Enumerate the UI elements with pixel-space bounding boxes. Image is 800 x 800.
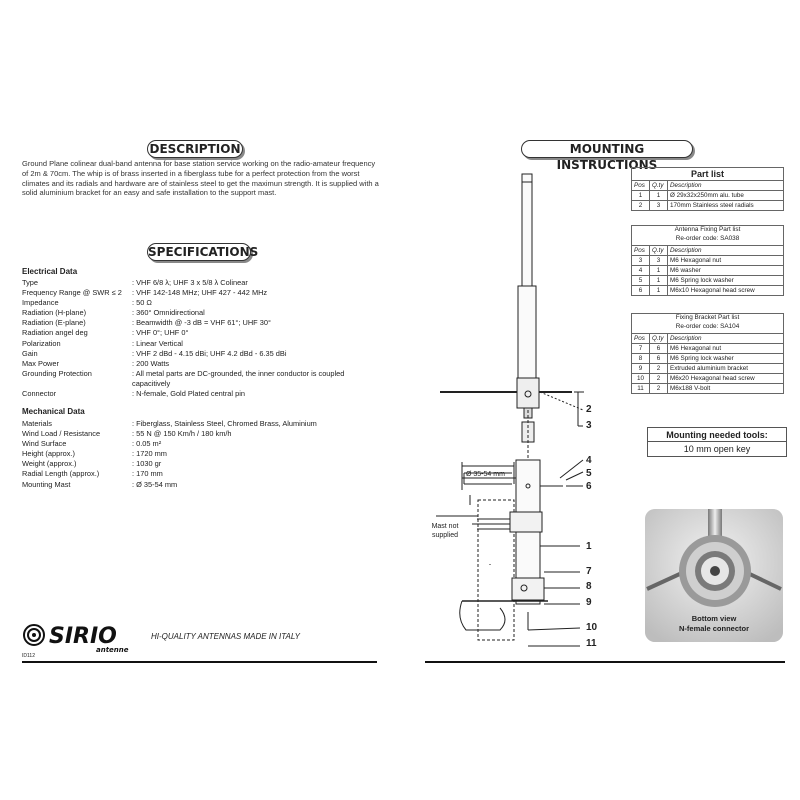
table-row — [632, 384, 784, 394]
table-cell: 6 — [650, 344, 668, 354]
antenna-whip — [522, 174, 532, 286]
spec-row — [22, 328, 382, 338]
table-cell: 11 — [632, 384, 650, 394]
table-header-cell: Q.ty — [650, 246, 668, 256]
spec-value: : 170 mm — [132, 469, 163, 479]
callout-4: 4 — [586, 455, 592, 466]
table-cell: M6x188 V-bolt — [668, 384, 784, 394]
spec-value: : VHF 2 dBd - 4.15 dBi; UHF 4.2 dBd - 6.35 dBi — [132, 348, 287, 358]
spec-label: Radial Length (approx.) — [22, 469, 100, 479]
table-cell: M6x20 Hexagonal head screw — [668, 374, 784, 384]
description-title: DESCRIPTION — [147, 140, 243, 158]
spec-value: : 0.05 m² — [132, 439, 162, 449]
spec-label: Radiation (H-plane) — [22, 308, 87, 318]
spec-row — [22, 429, 382, 439]
spec-row — [22, 318, 382, 328]
table-header-cell: Description — [668, 334, 784, 344]
spec-row — [22, 339, 382, 349]
tools-box — [647, 427, 787, 457]
table-cell: 2 — [632, 201, 650, 211]
table-row — [632, 201, 784, 211]
spec-row — [22, 369, 382, 389]
mast-not-supplied-label: Mast not supplied — [431, 523, 459, 539]
callout-5: 5 — [586, 468, 592, 479]
spec-value: : 1030 gr — [132, 459, 162, 469]
spec-value: : Fiberglass, Stainless Steel, Chromed Brass, Aluminium — [132, 419, 317, 428]
table-header-cell: Description — [668, 246, 784, 256]
spec-value: : VHF 142-148 MHz; UHF 427 - 442 MHz — [132, 288, 268, 298]
table-cell: 1 — [650, 286, 668, 296]
table-cell: 2 — [650, 384, 668, 394]
svg-text:SIRIO: SIRIO — [49, 624, 117, 649]
doc-code: ID112 — [22, 653, 35, 659]
table-cell: 3 — [632, 256, 650, 266]
table-cell: 2 — [650, 364, 668, 374]
spec-value: : Linear Vertical — [132, 338, 183, 348]
spec-row — [22, 308, 382, 318]
spec-label: Type — [22, 278, 39, 287]
tools-title: Mounting needed tools: — [648, 428, 786, 442]
spec-label: Materials — [22, 419, 52, 428]
mast-diameter-label: Ø 35-54 mm — [466, 471, 505, 478]
mounting-title: MOUNTING INSTRUCTIONS — [521, 140, 693, 158]
callout-6: 6 — [586, 481, 592, 492]
description-text: Ground Plane colinear dual-band antenna for base station service working on the radio-amateur frequency of 2m & 70cm. The whip is of brass inserted in a fiberglass tube for a perfect protection from the worst climates and its radials and hardware are of stainless steel to get the maximun strength. It is supplied with a solid aluminium bracket for an easy and safe installation to the support mast. — [22, 159, 379, 198]
sirio-logo — [22, 622, 147, 659]
mechanical-specs — [22, 419, 382, 490]
table-cell: Extruded aluminium bracket — [668, 364, 784, 374]
bracket-header: Fixing Bracket Part list Re-order code: SA104 — [631, 313, 784, 333]
spec-row — [22, 359, 382, 369]
callout-1: 1 — [586, 541, 592, 552]
spec-row — [22, 480, 382, 490]
callout-2: 2 — [586, 404, 592, 415]
table-row — [632, 191, 784, 201]
spec-value: : VHF 6/8 λ; UHF 3 x 5/8 λ Colinear — [132, 278, 248, 287]
spec-value: : VHF 0°; UHF 0° — [132, 328, 189, 338]
spec-row — [22, 459, 382, 469]
callout-9: 9 — [586, 597, 592, 608]
table-cell: M6 Spring lock washer — [668, 354, 784, 364]
spec-row — [22, 469, 382, 479]
electrical-specs — [22, 278, 382, 399]
table-row — [632, 344, 784, 354]
callout-10: 10 — [586, 622, 598, 633]
table-cell: 8 — [632, 354, 650, 364]
table-header-cell: Description — [668, 181, 784, 191]
table-cell: 170mm Stainless steel radials — [668, 201, 784, 211]
spec-label: Radiation angel deg — [22, 328, 88, 338]
table-cell: 7 — [632, 344, 650, 354]
part-list-table — [631, 180, 784, 211]
spec-row — [22, 278, 382, 288]
table-cell: 1 — [650, 276, 668, 286]
table-row — [632, 354, 784, 364]
spec-row — [22, 439, 382, 449]
antenna-fixing-table — [631, 245, 784, 296]
spec-label: Height (approx.) — [22, 449, 75, 459]
table-header-cell: Q.ty — [650, 181, 668, 191]
table-cell: M6x10 Hexagonal head screw — [668, 286, 784, 296]
part-list-title: Part list — [631, 167, 784, 181]
table-header-row — [632, 181, 784, 191]
table-cell: 2 — [650, 374, 668, 384]
right-bottom-rule — [425, 661, 785, 663]
table-cell: 4 — [632, 266, 650, 276]
spec-row — [22, 419, 382, 429]
table-header-cell: Q.ty — [650, 334, 668, 344]
spec-label: Polarization — [22, 338, 61, 348]
callout-11: 11 — [586, 638, 597, 649]
photo-caption-2: N-female connector — [678, 624, 750, 633]
table-cell: M6 Spring lock washer — [668, 276, 784, 286]
table-header-cell: Pos — [632, 181, 650, 191]
table-cell: 6 — [632, 286, 650, 296]
callout-8: 8 — [586, 581, 592, 592]
table-cell: M6 washer — [668, 266, 784, 276]
left-bottom-rule — [22, 661, 377, 663]
table-cell: M6 Hexagonal nut — [668, 256, 784, 266]
table-row — [632, 286, 784, 296]
table-cell: 5 — [632, 276, 650, 286]
table-cell: Ø 29x32x250mm alu. tube — [668, 191, 784, 201]
antenna-base — [518, 286, 536, 378]
table-cell: 6 — [650, 354, 668, 364]
table-header-row — [632, 246, 784, 256]
spec-value: : 1720 mm — [132, 449, 167, 459]
bracket-lower — [512, 578, 544, 600]
table-header-row — [632, 334, 784, 344]
table-row — [632, 266, 784, 276]
spec-label: Frequency Range @ SWR ≤ 2 — [22, 288, 122, 298]
table-row — [632, 374, 784, 384]
table-row — [632, 364, 784, 374]
table-row — [632, 276, 784, 286]
photo-caption-1: Bottom view — [691, 614, 737, 623]
mounting-diagram — [400, 160, 610, 660]
spec-value: : 200 Watts — [132, 358, 170, 368]
spec-row — [22, 298, 382, 308]
spec-row — [22, 288, 382, 298]
tools-item: 10 mm open key — [683, 444, 751, 454]
svg-text:antenne: antenne — [96, 646, 129, 654]
tagline: HI-QUALITY ANTENNAS MADE IN ITALY — [151, 632, 300, 641]
spec-value: : Ø 35-54 mm — [132, 479, 178, 489]
hub — [517, 378, 539, 408]
spec-label: Gain — [22, 348, 38, 358]
electrical-heading: Electrical Data — [22, 267, 78, 276]
table-cell: 9 — [632, 364, 650, 374]
spec-value: : 55 N @ 150 Km/h / 180 km/h — [132, 429, 232, 439]
table-cell: M6 Hexagonal nut — [668, 344, 784, 354]
spec-label: Connector — [22, 389, 57, 399]
spec-row — [22, 449, 382, 459]
spec-label: Wind Load / Resistance — [22, 429, 101, 439]
callout-7: 7 — [586, 566, 592, 577]
bracket-upper — [510, 512, 542, 532]
mast — [478, 500, 514, 640]
table-cell: 1 — [632, 191, 650, 201]
spec-value: : N-female, Gold Plated central pin — [132, 389, 245, 399]
spec-label: Max Power — [22, 358, 59, 368]
spec-value: : 360° Omnidirectional — [132, 308, 205, 318]
table-header-cell: Pos — [632, 334, 650, 344]
table-cell: 10 — [632, 374, 650, 384]
spec-value: : Beamwidth @ -3 dB = VHF 61°; UHF 30° — [132, 318, 271, 328]
spec-label: Weight (approx.) — [22, 459, 77, 469]
table-row — [632, 256, 784, 266]
spec-label: Mounting Mast — [22, 479, 71, 489]
table-cell: 1 — [650, 266, 668, 276]
spec-row — [22, 389, 382, 399]
bracket-table — [631, 333, 784, 394]
spec-value: : 50 Ω — [132, 298, 152, 308]
table-header-cell: Pos — [632, 246, 650, 256]
spec-value: : All metal parts are DC-grounded, the inner conductor is coupled capacitively — [132, 368, 345, 388]
specifications-title: SPECIFICATIONS — [148, 245, 259, 259]
spec-label: Grounding Protection — [22, 368, 92, 378]
table-cell: 3 — [650, 201, 668, 211]
callout-3: 3 — [586, 420, 592, 431]
mechanical-heading: Mechanical Data — [22, 407, 85, 416]
spec-label: Wind Surface — [22, 439, 67, 449]
table-cell: 1 — [650, 191, 668, 201]
spec-label: Radiation (E-plane) — [22, 318, 86, 328]
antenna-fixing-header: Antenna Fixing Part list Re-order code: SA038 — [631, 225, 784, 245]
spec-label: Impedance — [22, 298, 59, 308]
table-cell: 3 — [650, 256, 668, 266]
spec-row — [22, 349, 382, 359]
